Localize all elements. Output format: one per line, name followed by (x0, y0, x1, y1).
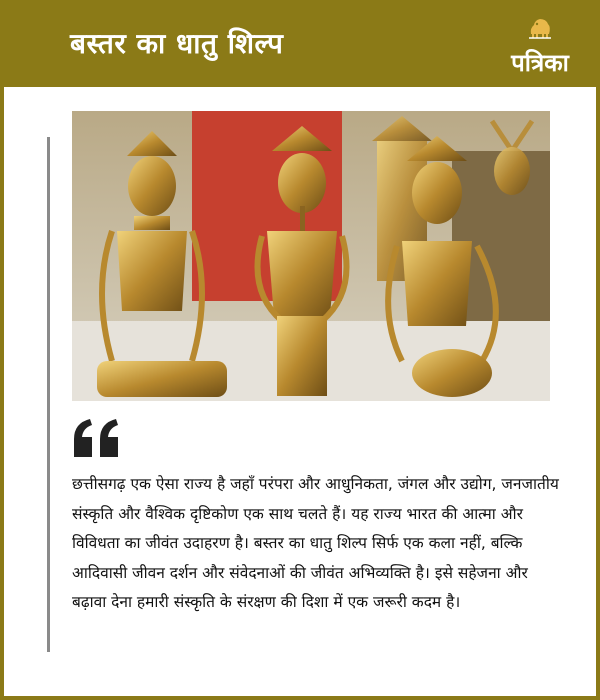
vertical-accent-line (47, 137, 50, 652)
quote-text: छत्तीसगढ़ एक ऐसा राज्य है जहाँ परंपरा और आधुनिकता, जंगल और उद्योग, जनजातीय संस्कृति और वैश्विक दृष्टिकोण एक साथ चलते हैं। यह राज्य भारत की आत्मा और विविधता का जीवंत उदाहरण है। बस्तर का धातु शिल्प सिर्फ एक कला नहीं, बल्कि आदिवासी जीवन दर्शन और संवेदनाओं की जीवंत अभिव्यक्ति है। इसे सहेजना और बढ़ावा देना हमारी संस्कृति के संरक्षण की दिशा में एक जरूरी कदम है। (72, 475, 559, 611)
dhokra-brass-figurines-photo (72, 111, 550, 401)
lion-emblem-icon (527, 14, 553, 40)
page-title: बस्तर का धातु शिल्प (70, 27, 284, 60)
brand-name: पत्रिका (511, 49, 569, 77)
brand-logo[interactable] (500, 14, 580, 80)
double-quote-icon (72, 417, 122, 461)
header-bar (0, 0, 600, 87)
